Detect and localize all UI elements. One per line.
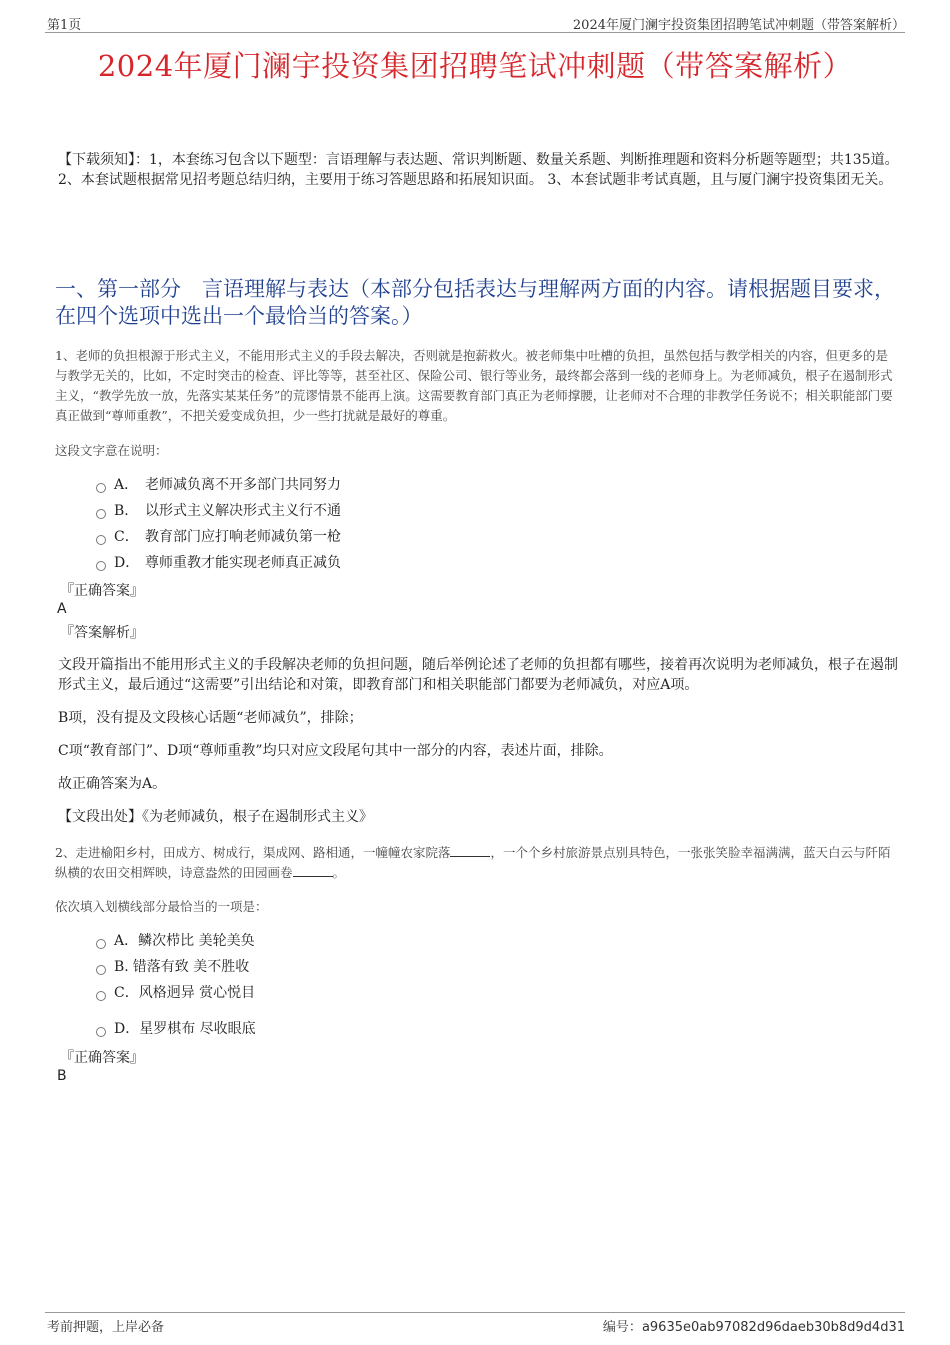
page-number: 第1页 [47,18,82,33]
question-2-stem: 2、走进榆阳乡村，田成方、树成行，渠成网、路相通，一幢幢农家院落 ，一个个乡村旅游景点别具特色，一张张笑脸幸福满满，蓝天白云与阡陌纵横的农田交相辉映，诗意盎然的田园画卷 。 [55,845,891,880]
q2-option-d[interactable]: D．星罗棋布 尽收眼底 [96,1019,256,1039]
q1-answer: A [57,601,67,617]
q1-option-a[interactable]: A． 老师减负离不开多部门共同努力 [96,475,341,495]
q1-analysis-conclusion: 故正确答案为A。 [58,776,167,792]
q1-source: 【文段出处】《为老师减负，根子在遏制形式主义》 [58,809,373,825]
footer-slogan: 考前押题，上岸必备 [47,1320,165,1335]
q1-analysis-cd: C项“教育部门”、D项“尊师重教”均只对应文段尾句其中一部分的内容，表述片面，排除。 [58,743,613,759]
radio-icon[interactable] [96,939,106,949]
radio-icon[interactable] [96,509,106,519]
q1-analysis-label: 『答案解析』 [60,625,144,641]
radio-icon[interactable] [96,965,106,975]
page-title: 2024年厦门澜宇投资集团招聘笔试冲刺题（带答案解析） [97,49,853,83]
section-title: 一、第一部分 言语理解与表达（本部分包括表达与理解两方面的内容。请根据题目要求，在四个选项中选出一个最恰当的答案。） [55,277,895,328]
download-notice: 【下载须知】：1，本套练习包含以下题型：言语理解与表达题、常识判断题、数量关系题、判断推理题和资料分析题等题型；共135道。 2、本套试题根据常见招考题总结归纳，主要用于练习答题思路和拓展知识面。 3、本套试题非考试真题，且与厦门澜宇投资集团无关。 [58,152,899,188]
q1-option-c[interactable]: C． 教育部门应打响老师减负第一枪 [96,527,341,547]
question-1-prompt: 这段文字意在说明： [55,443,168,458]
question-2-prompt: 依次填入划横线部分最恰当的一项是： [55,899,268,914]
footer-code: 编号：a9635e0ab97082d96daeb30b8d9d4d31 [602,1320,905,1335]
footer-divider [45,1312,905,1313]
q2-option-a[interactable]: A．鳞次栉比 美轮美奂 [96,931,255,951]
q1-option-b[interactable]: B. 以形式主义解决形式主义行不通 [96,501,341,521]
q2-option-b[interactable]: B. 错落有致 美不胜收 [96,957,249,977]
fill-blank-2 [293,864,333,877]
q2-option-c[interactable]: C．风格迥异 赏心悦目 [96,983,255,1003]
radio-icon[interactable] [96,1027,106,1037]
question-1-stem: 1、老师的负担根源于形式主义，不能用形式主义的手段去解决，否则就是抱薪救火。被老师集中吐槽的负担，虽然包括与教学相关的内容，但更多的是与教学无关的，比如，不定时突击的检查、评比等等，甚至社区、保险公司、银行等业务，最终都会落到一线的老师身上。为老师减负，根子在遏制形式主义，“教学先放一放，先落实某某任务”的荒谬情景不能再上演。这需要教育部门真正为老师撑腰，让老师对不合理的非教学任务说不；相关职能部门要真正做到“尊师重教”，不把关爱变成负担，少一些打扰就是最好的尊重。 [55,348,893,423]
radio-icon[interactable] [96,483,106,493]
q1-option-d[interactable]: D． 尊师重教才能实现老师真正减负 [96,553,341,573]
radio-icon[interactable] [96,561,106,571]
q2-answer: B [57,1068,67,1084]
radio-icon[interactable] [96,535,106,545]
q2-answer-label: 『正确答案』 [60,1050,144,1066]
q1-analysis-paragraph: 文段开篇指出不能用形式主义的手段解决老师的负担问题，随后举例论述了老师的负担都有哪些，接着再次说明为老师减负，根子在遏制形式主义，最后通过“这需要”引出结论和对策，即教育部门和相关职能部门都要为老师减负，对应A项。 [58,657,898,693]
fill-blank-1 [450,844,490,857]
radio-icon[interactable] [96,991,106,1001]
q1-answer-label: 『正确答案』 [60,583,144,599]
header-divider [45,32,905,33]
q1-analysis-b: B项，没有提及文段核心话题“老师减负”，排除； [58,710,363,726]
header-doc-title: 2024年厦门澜宇投资集团招聘笔试冲刺题（带答案解析） [572,18,905,33]
